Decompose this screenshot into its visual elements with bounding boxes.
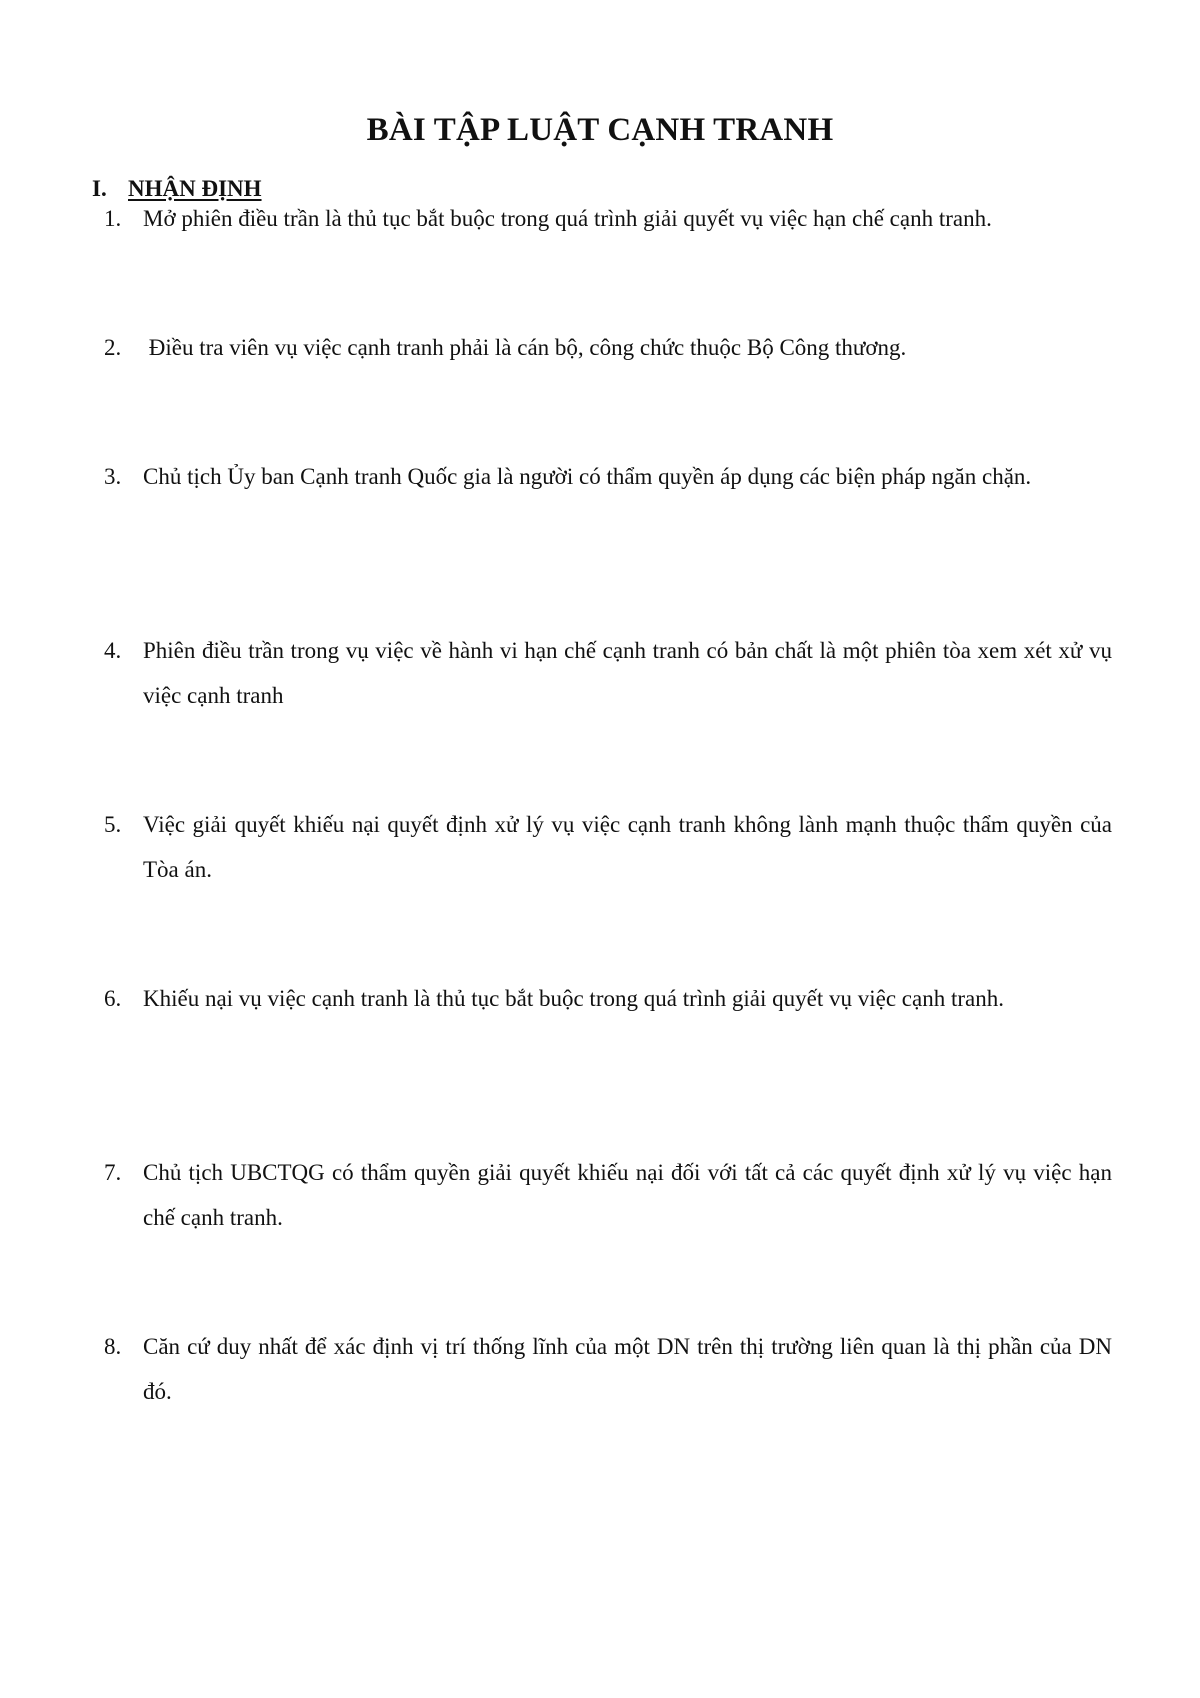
item-number: 2. bbox=[104, 335, 122, 360]
item-text: Căn cứ duy nhất để xác định vị trí thống lĩnh của một DN trên thị trường liên quan là thị phần của DN đó. bbox=[143, 1334, 1112, 1404]
list-item bbox=[104, 196, 1112, 241]
section-label: NHẬN ĐỊNH bbox=[128, 176, 262, 201]
item-text: Việc giải quyết khiếu nại quyết định xử lý vụ việc cạnh tranh không lành mạnh thuộc thẩm quyền của Tòa án. bbox=[143, 812, 1112, 882]
item-number: 1. bbox=[104, 206, 122, 231]
item-text: Khiếu nại vụ việc cạnh tranh là thủ tục bắt buộc trong quá trình giải quyết vụ việc cạnh tranh. bbox=[143, 986, 1004, 1011]
list-item bbox=[104, 976, 1112, 1021]
list-item bbox=[104, 325, 1112, 370]
item-number: 5. bbox=[104, 812, 122, 837]
item-number: 4. bbox=[104, 638, 122, 663]
item-number: 8. bbox=[104, 1334, 122, 1359]
list-item bbox=[104, 1150, 1112, 1240]
item-text: Chủ tịch Ủy ban Cạnh tranh Quốc gia là người có thẩm quyền áp dụng các biện pháp ngăn chặn. bbox=[143, 464, 1032, 489]
item-text: Phiên điều trần trong vụ việc về hành vi hạn chế cạnh tranh có bản chất là một phiên tòa xem xét xử vụ việc cạnh tranh bbox=[143, 638, 1112, 708]
list-item bbox=[104, 454, 1112, 499]
item-number: 6. bbox=[104, 986, 122, 1011]
item-text: Mở phiên điều trần là thủ tục bắt buộc trong quá trình giải quyết vụ việc hạn chế cạnh tranh. bbox=[143, 206, 992, 231]
item-text: Điều tra viên vụ việc cạnh tranh phải là cán bộ, công chức thuộc Bộ Công thương. bbox=[143, 335, 907, 360]
item-number: 3. bbox=[104, 464, 122, 489]
list-item bbox=[104, 628, 1112, 718]
list-item bbox=[104, 1324, 1112, 1414]
section-number: I. bbox=[92, 176, 107, 201]
document-title: BÀI TẬP LUẬT CẠNH TRANH bbox=[366, 112, 834, 148]
item-text: Chủ tịch UBCTQG có thẩm quyền giải quyết khiếu nại đối với tất cả các quyết định xử lý vụ việc hạn chế cạnh tranh. bbox=[143, 1160, 1112, 1230]
item-number: 7. bbox=[104, 1160, 122, 1185]
list-item bbox=[104, 802, 1112, 892]
